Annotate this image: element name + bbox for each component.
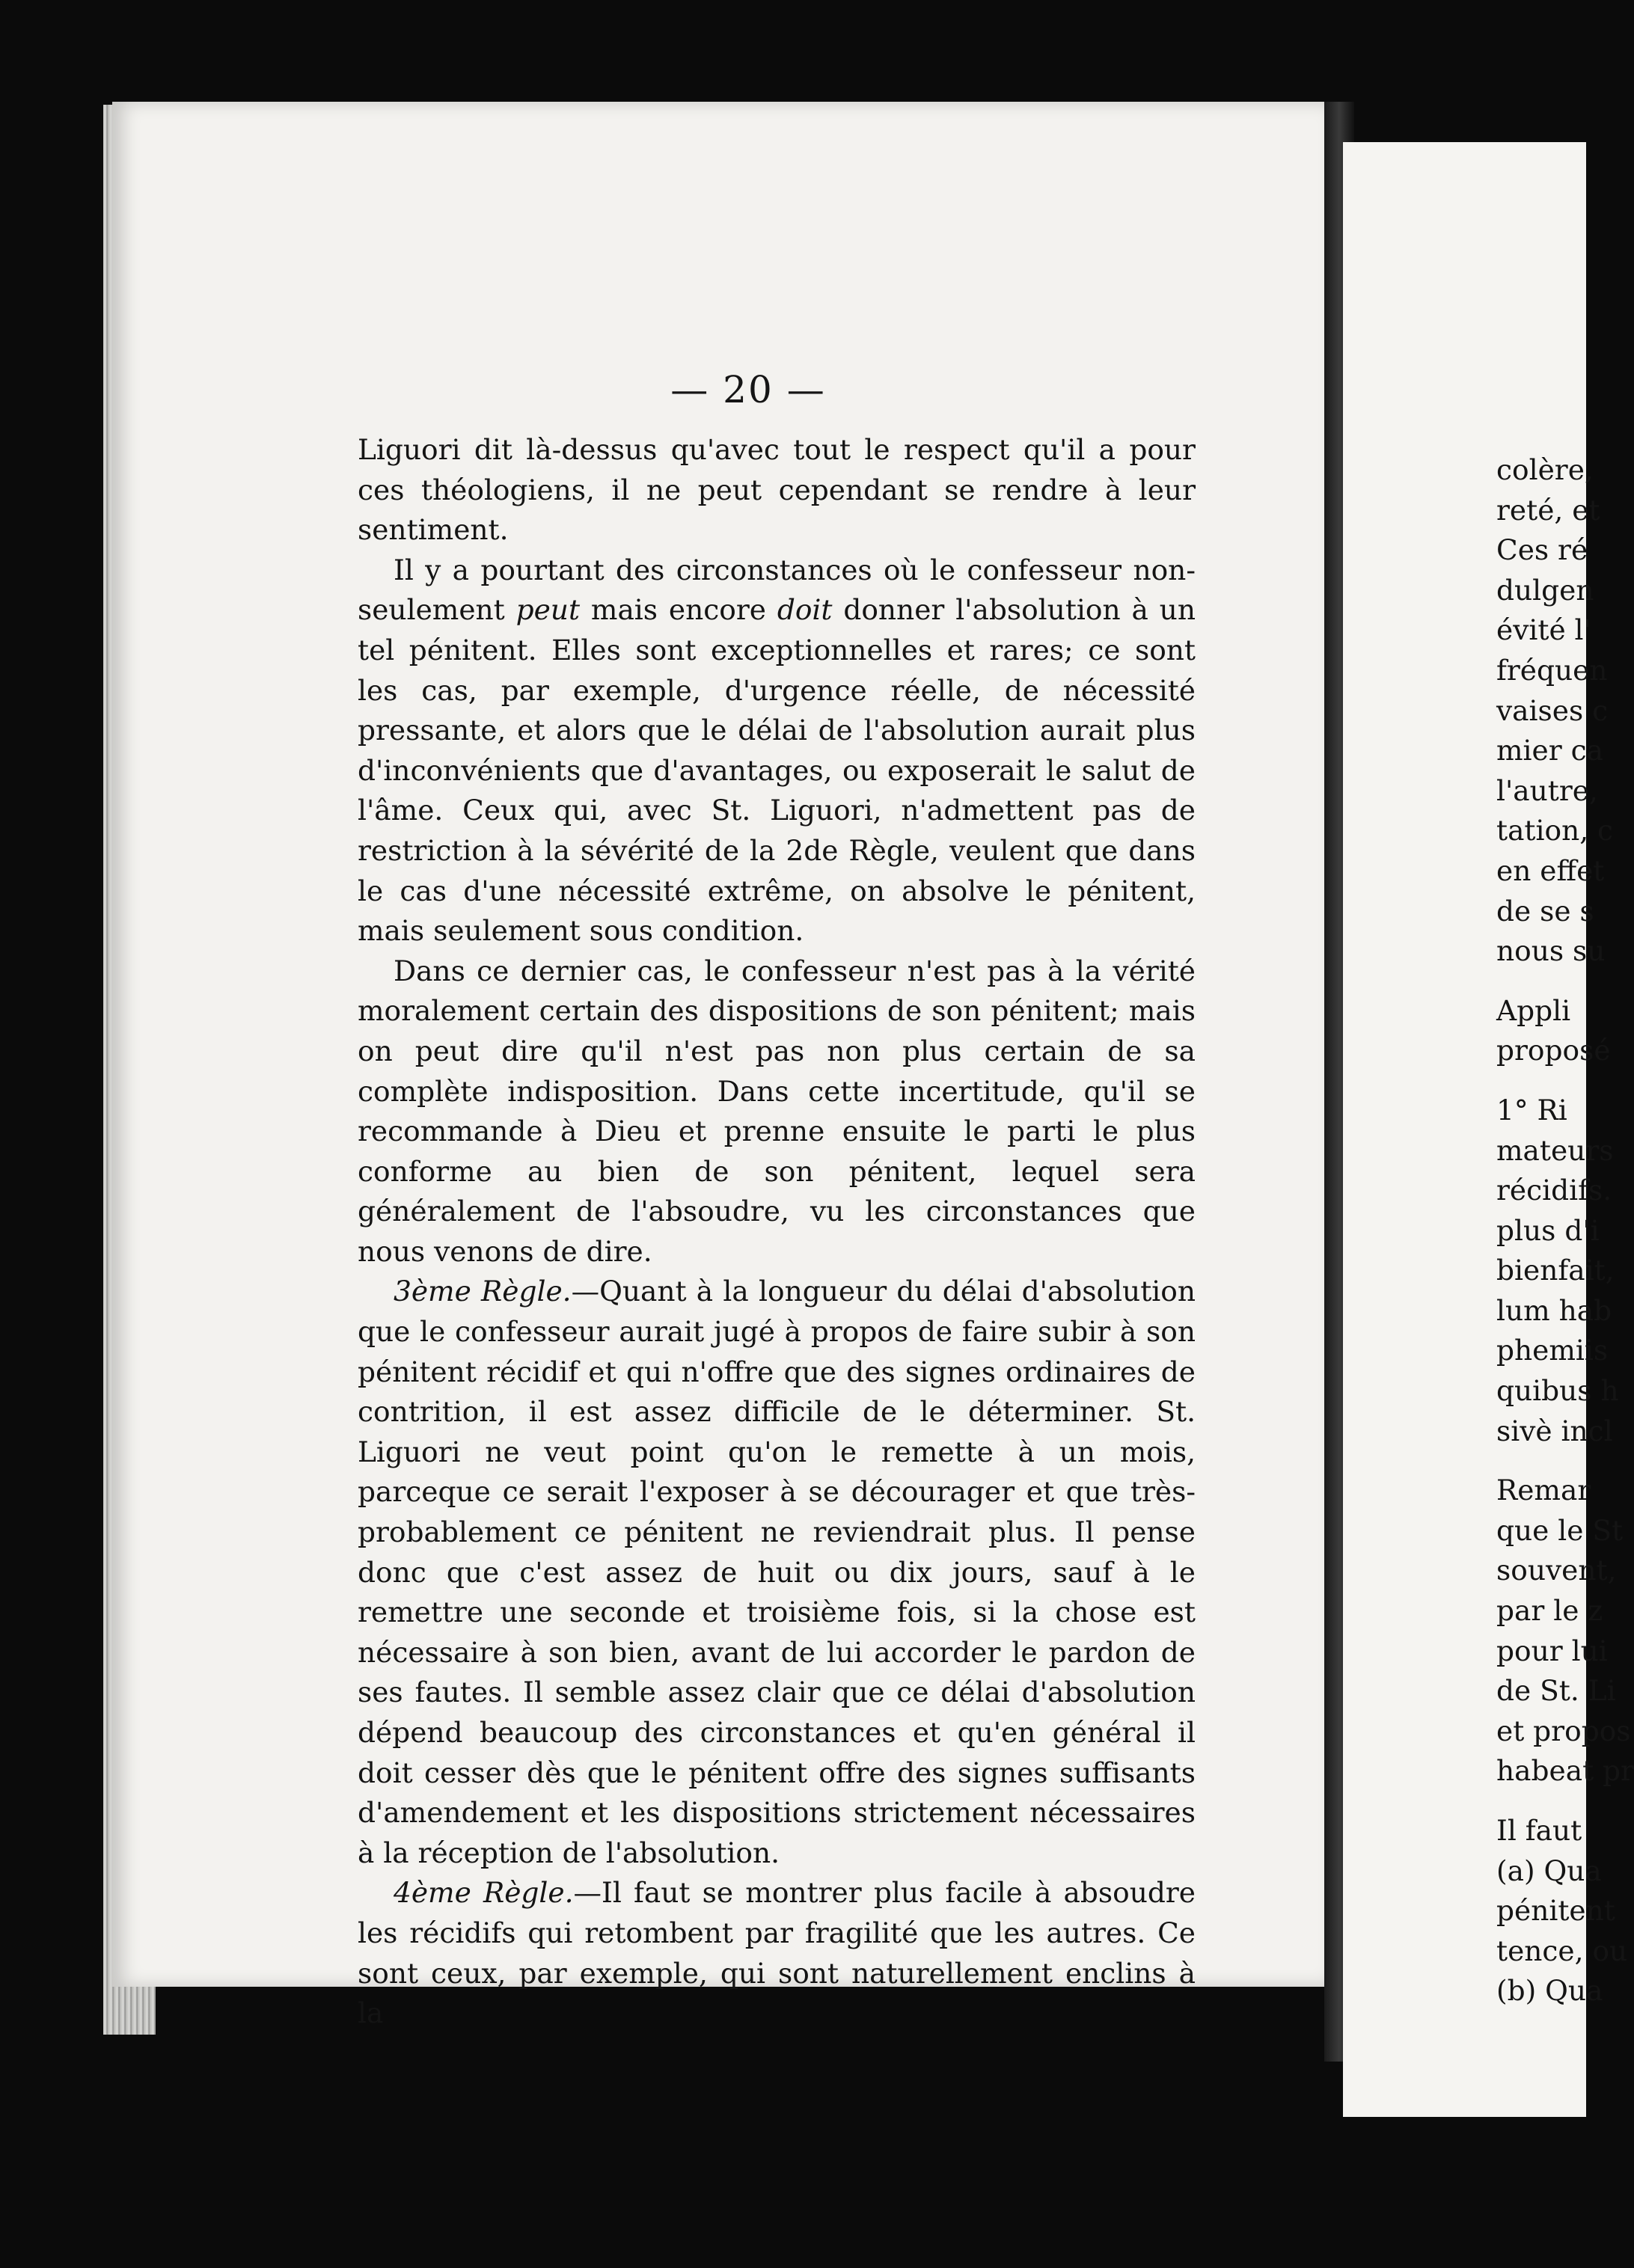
- right-page-line: pénitent: [1496, 1894, 1615, 1928]
- right-page-line: par le z: [1496, 1594, 1603, 1628]
- paragraph-gap: [1496, 1451, 1586, 1471]
- paragraph-2: Il y a pourtant des circonstances où le confesseur non-seulement peut mais encore doit donner l'absolution à un tel pénitent. Elles sont exceptionnelles et rares; ce sont les cas, par exemple, d'urgence réelle, de nécessité pressante, et alors que le délai de l'absolution aurait plus d'inconvénients que d'avantages, ou exposerait le salut de l'âme. Ceux qui, avec St. Liguori, n'admettent pas de restriction à la sévérité de la 2de Règle, veulent que dans le cas d'une nécessité extrême, on absolve le pénitent, mais seulement sous condition.: [358, 553, 1196, 948]
- right-page-line: reté, et: [1496, 493, 1600, 527]
- right-page-line: plus d'i: [1496, 1213, 1600, 1247]
- paragraph-4: 3ème Règle.—Quant à la longueur du délai d'absolution que le confesseur aurait jugé à propos de faire subir à son pénitent récidif et qui n'offre que des signes ordinaires de contrition, il est assez difficile de le déterminer. St. Liguori ne veut point qu'on le remette à un mois, parceque ce serait l'exposer à se décourager et que très-probablement ce pénitent ne reviendrait plus. Il pense donc que c'est assez de huit ou dix jours, sauf à le remettre une seconde et troisième fois, si la chose est nécessaire à son bien, avant de lui accorder le pardon de ses fautes. Il semble assez clair que ce délai d'absolution dépend beaucoup des circonstances et qu'en général il doit cesser dès que le pénitent offre des signes suffisants d'amendement et les dispositions strictement nécessaires à la réception de l'absolution.: [358, 1275, 1196, 1869]
- paragraph-3: Dans ce dernier cas, le confesseur n'est pas à la vérité moralement certain des dispositions de son pénitent; mais on peut dire qu'il n'est pas non plus certain de sa complète indisposition. Dans cette incertitude, qu'il se recommande à Dieu et prenne ensuite le parti le plus conforme au bien de son pénitent, lequel sera généralement de l'absoudre, vu les circonstances que nous venons de dire.: [358, 954, 1196, 1268]
- rule-heading-4: 4ème Règle.: [394, 1876, 574, 1910]
- paragraph-1: Liguori dit là-dessus qu'avec tout le respect qu'il a pour ces théologiens, il ne peut cependant se rendre à leur sentiment.: [358, 433, 1196, 547]
- paragraph-5: 4ème Règle.—Il faut se montrer plus facile à absoudre les récidifs qui retombent par fragilité que les autres. Ce sont ceux, par exemple, qui sont naturellement enclins à la: [358, 1876, 1196, 2030]
- right-page-line: fréquen: [1496, 653, 1608, 687]
- right-page-line: Ces ré: [1496, 533, 1588, 567]
- left-page-text: [358, 430, 1196, 2034]
- page-number: — 20 —: [670, 368, 826, 411]
- right-page-line: bienfait,: [1496, 1254, 1615, 1287]
- right-page-line: nous su: [1496, 934, 1606, 968]
- right-page-line: mateurs: [1496, 1133, 1614, 1167]
- right-page-line: récidifs.: [1496, 1174, 1612, 1207]
- right-page-line: lum hab: [1496, 1293, 1612, 1327]
- right-page-line: phemiis: [1496, 1334, 1609, 1367]
- right-page-line: colère,: [1496, 453, 1594, 486]
- right-page-line: souvent,: [1496, 1554, 1617, 1587]
- right-page-line: que le St: [1496, 1513, 1624, 1547]
- right-page-line: Appli: [1496, 993, 1571, 1027]
- right-page-line: de se s: [1496, 894, 1594, 928]
- rule-heading-3: 3ème Règle.: [394, 1275, 572, 1308]
- right-page-line: mier ca: [1496, 734, 1603, 767]
- right-page-line: Il faut: [1496, 1814, 1582, 1847]
- paragraph-gap: [1496, 972, 1586, 991]
- right-page-line: (a) Qua: [1496, 1854, 1602, 1887]
- right-page-line: tence, ou: [1496, 1934, 1628, 1967]
- right-page-line: vaises c: [1496, 693, 1609, 727]
- right-page-line: 1° Ri: [1496, 1093, 1567, 1127]
- right-page-line: de St. Li: [1496, 1674, 1616, 1708]
- right-page-line: en effet: [1496, 853, 1605, 887]
- right-page-line: pour lui: [1496, 1634, 1608, 1667]
- right-page-line: dulgen: [1496, 573, 1594, 607]
- right-page-line: Remar: [1496, 1474, 1591, 1507]
- right-page-line: évité l': [1496, 613, 1591, 647]
- right-page-line: tation, c: [1496, 814, 1614, 848]
- paragraph-gap: [1496, 1071, 1586, 1091]
- right-page-text-fragments: [1496, 450, 1634, 2011]
- right-page-line: proposé: [1496, 1034, 1611, 1067]
- paragraph-gap: [1496, 1792, 1586, 1811]
- right-page-line: quibus h: [1496, 1374, 1619, 1408]
- right-page-line: l'autre,: [1496, 773, 1598, 807]
- right-page-line: sivè incl: [1496, 1414, 1613, 1447]
- right-page-line: habeat pr: [1496, 1754, 1634, 1788]
- right-page-line: (b) Qua: [1496, 1974, 1603, 2008]
- right-page-line: et propos: [1496, 1714, 1631, 1747]
